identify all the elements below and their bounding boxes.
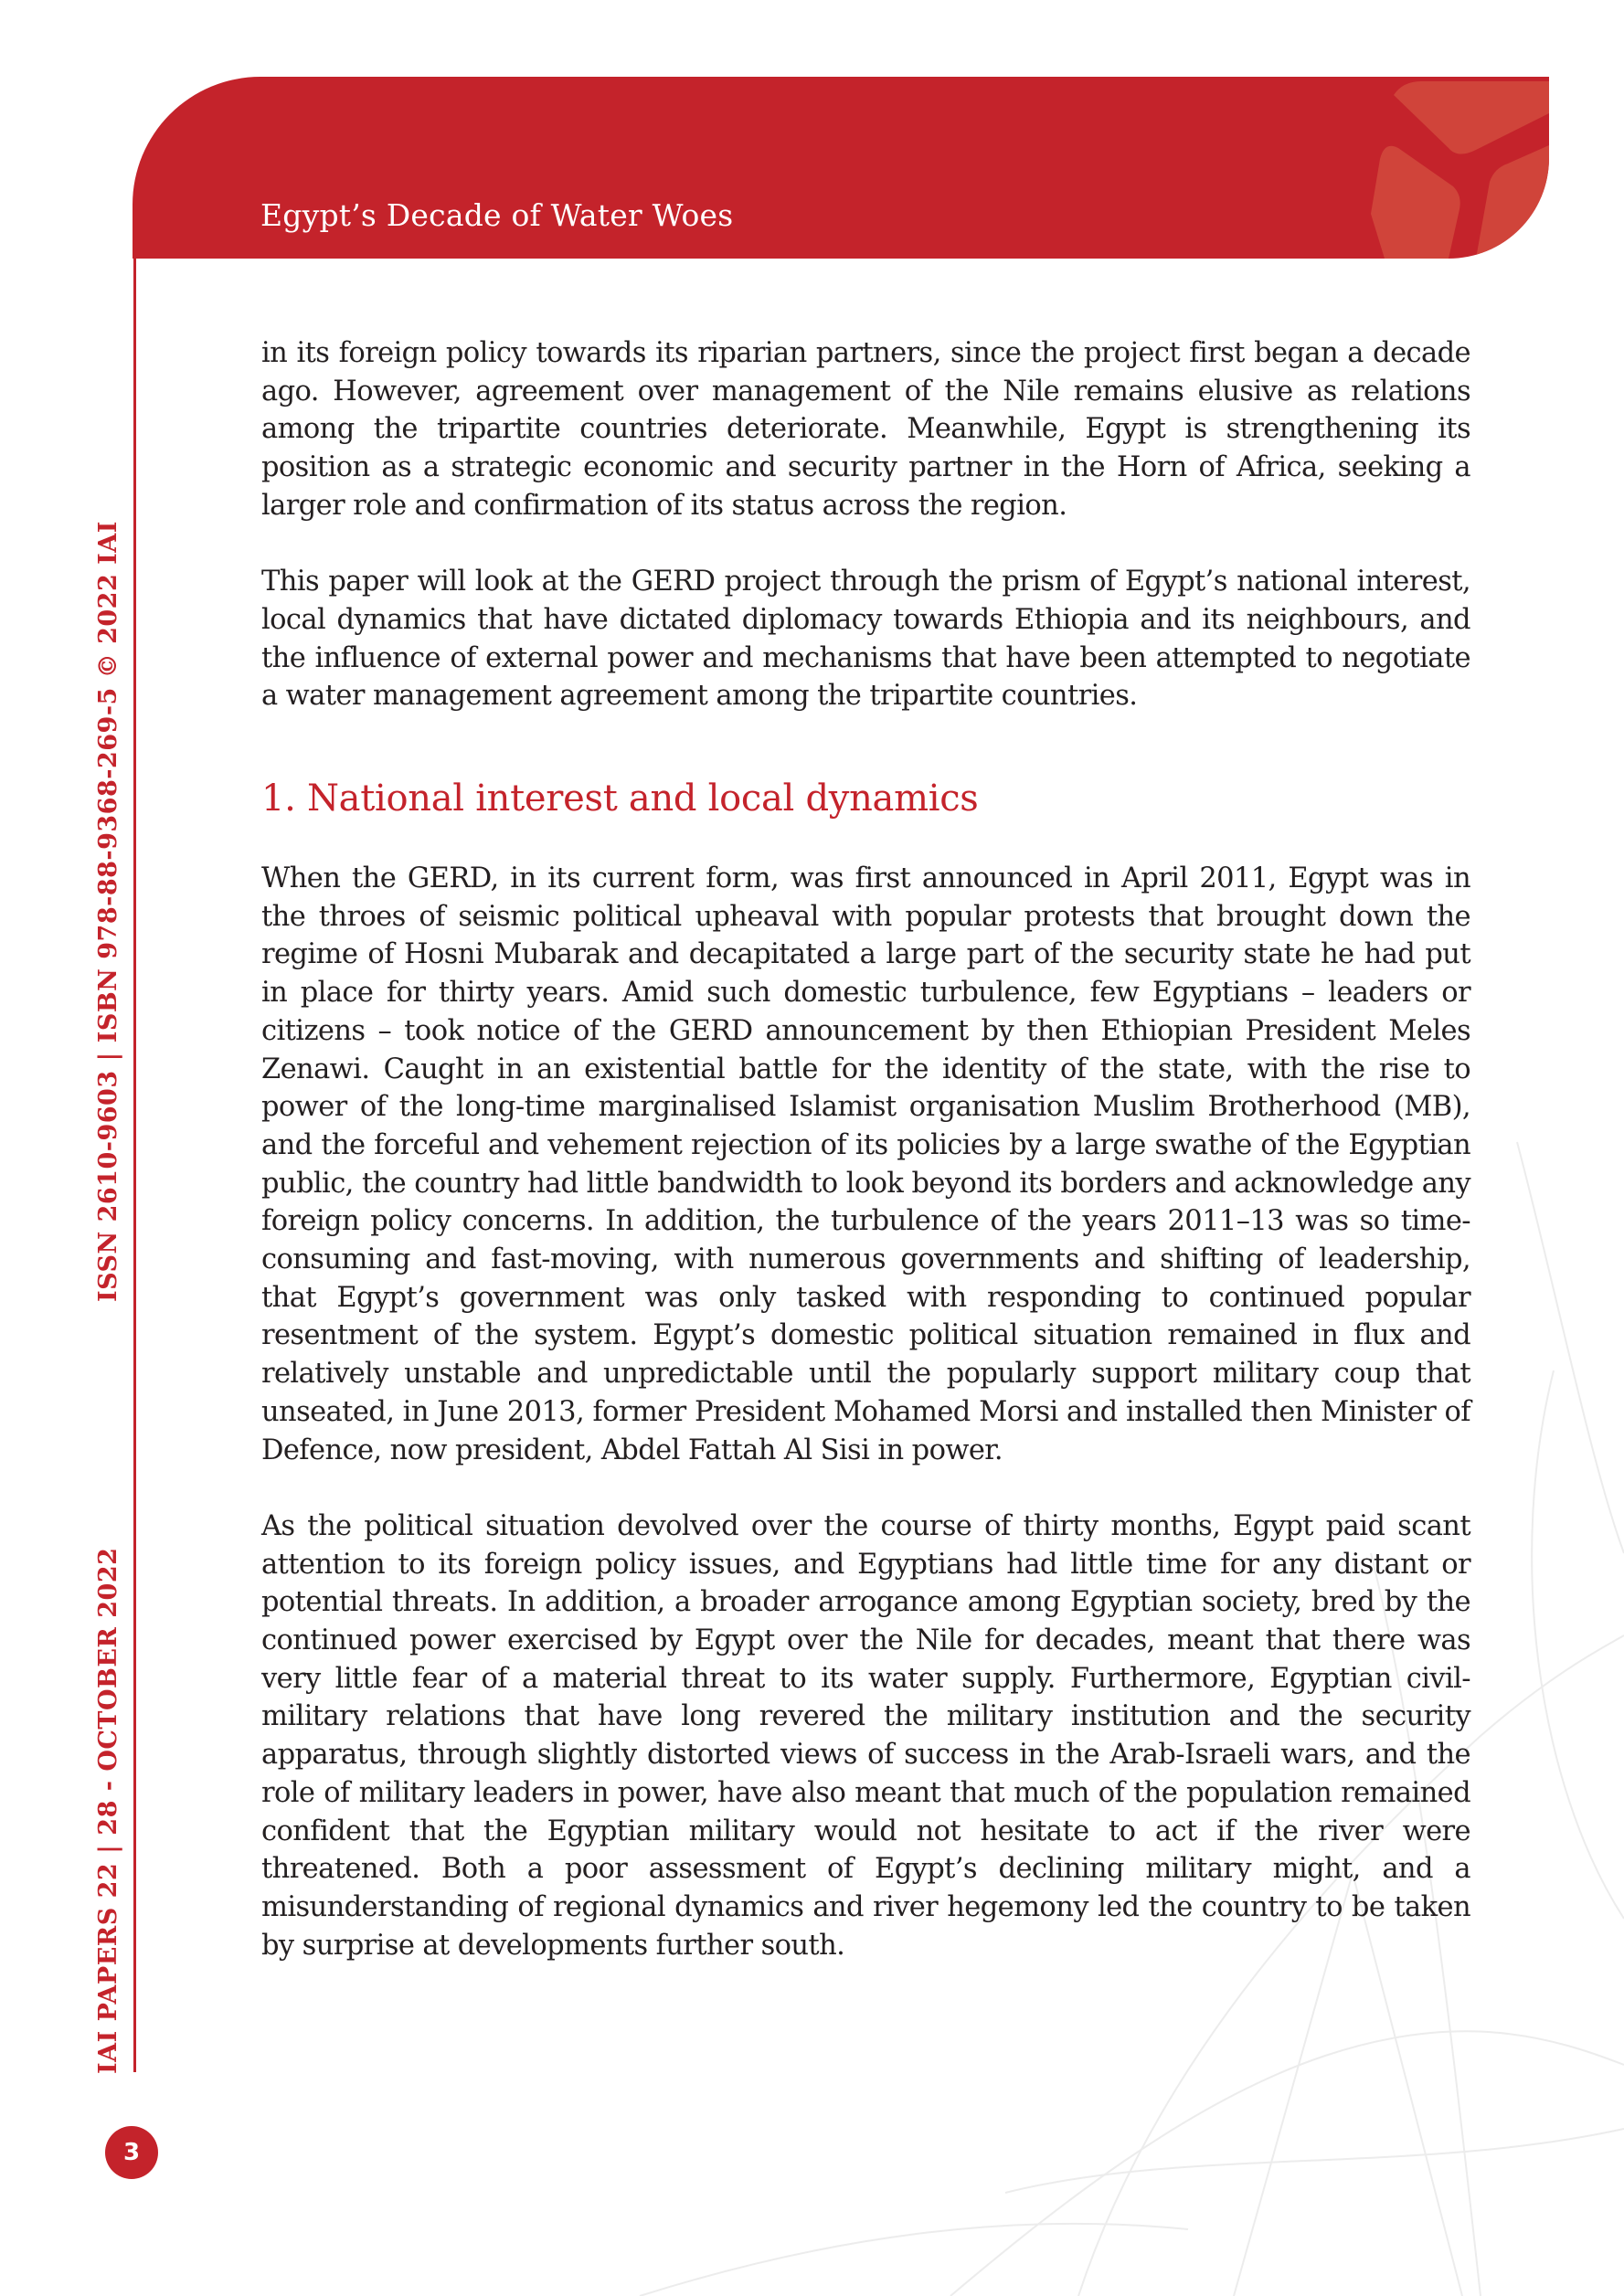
running-header-title: Egypt’s Decade of Water Woes (260, 197, 734, 233)
paragraph: This paper will look at the GERD project through the prism of Egypt’s national interest, local dynamics that have dictated diplomacy towards Ethiopia and its neighbours, and the influence of external power and mechanisms that have been attempted to negotiate a water management agreement among the tripartite countries. (261, 566, 1470, 713)
body-content (261, 334, 1470, 1964)
series-issue-date: IAI PAPERS 22 | 28 - OCTOBER 2022 (94, 1547, 122, 2074)
paragraph: As the political situation devolved over the course of thirty months, Egypt paid scant attention to its foreign policy issues, and Egyptians had little time for any distant or potential threats. In addition, a broader arrogance among Egyptian society, bred by the continued power exercised by Egypt over the Nile for decades, meant that there was very little fear of a material threat to its water supply. Furthermore, Egyptian civil-military relations that have long revered the military institution and the security apparatus, through slightly distorted views of success in the Arab-Israeli wars, and the role of military leaders in power, have also meant that much of the population remained confident that the Egyptian military would not hesitate to act if the river were threatened. Both a poor assessment of Egypt’s declining military might, and a misunderstanding of regional dynamics and river hegemony led the country to be taken by surprise at developments further south. (261, 1509, 1470, 1962)
issn-isbn-copyright: ISSN 2610-9603 | ISBN 978-88-9368-269-5 © 2022 IAI (94, 521, 122, 1302)
section-heading: 1. National interest and local dynamics (261, 778, 979, 820)
header-band (133, 77, 1549, 259)
page-number: 3 (105, 2126, 158, 2179)
paragraph: When the GERD, in its current form, was first announced in April 2011, Egypt was in the throes of seismic political upheaval with popular protests that brought down the regime of Hosni Mubarak and decapitated a large part of the security state he had put in place for thirty years. Amid such domestic turbulence, few Egyptians – leaders or citizens – took notice of the GERD announcement by then Ethiopian President Meles Zenawi. Caught in an existential battle for the identity of the state, with the rise to power of the long-time marginalised Islamist organisation Muslim Brotherhood (MB), and the forceful and vehement rejection of its policies by a large swathe of the Egyptian public, the country had little bandwidth to look beyond its borders and acknowledge any foreign policy concerns. In addition, the turbulence of the years 2011–13 was so time-consuming and fast-moving, with numerous governments and shifting of leadership, that Egypt’s government was only tasked with responding to continued popular resentment of the system. Egypt’s domestic political situation remained in flux and relatively unstable and unpredictable until the popularly support military coup that unseated, in June 2013, former President Mohamed Morsi and installed then Minister of Defence, now president, Abdel Fattah Al Sisi in power. (261, 862, 1470, 1466)
margin-rule (133, 259, 136, 2072)
paragraph: in its foreign policy towards its riparian partners, since the project first began a decade ago. However, agreement over management of the Nile remains elusive as relations among the tripartite countries deteriorate. Meanwhile, Egypt is strengthening its position as a strategic economic and security partner in the Horn of Africa, seeking a larger role and confirmation of its status across the region. (261, 337, 1470, 522)
iai-logo-icon (1330, 77, 1549, 259)
